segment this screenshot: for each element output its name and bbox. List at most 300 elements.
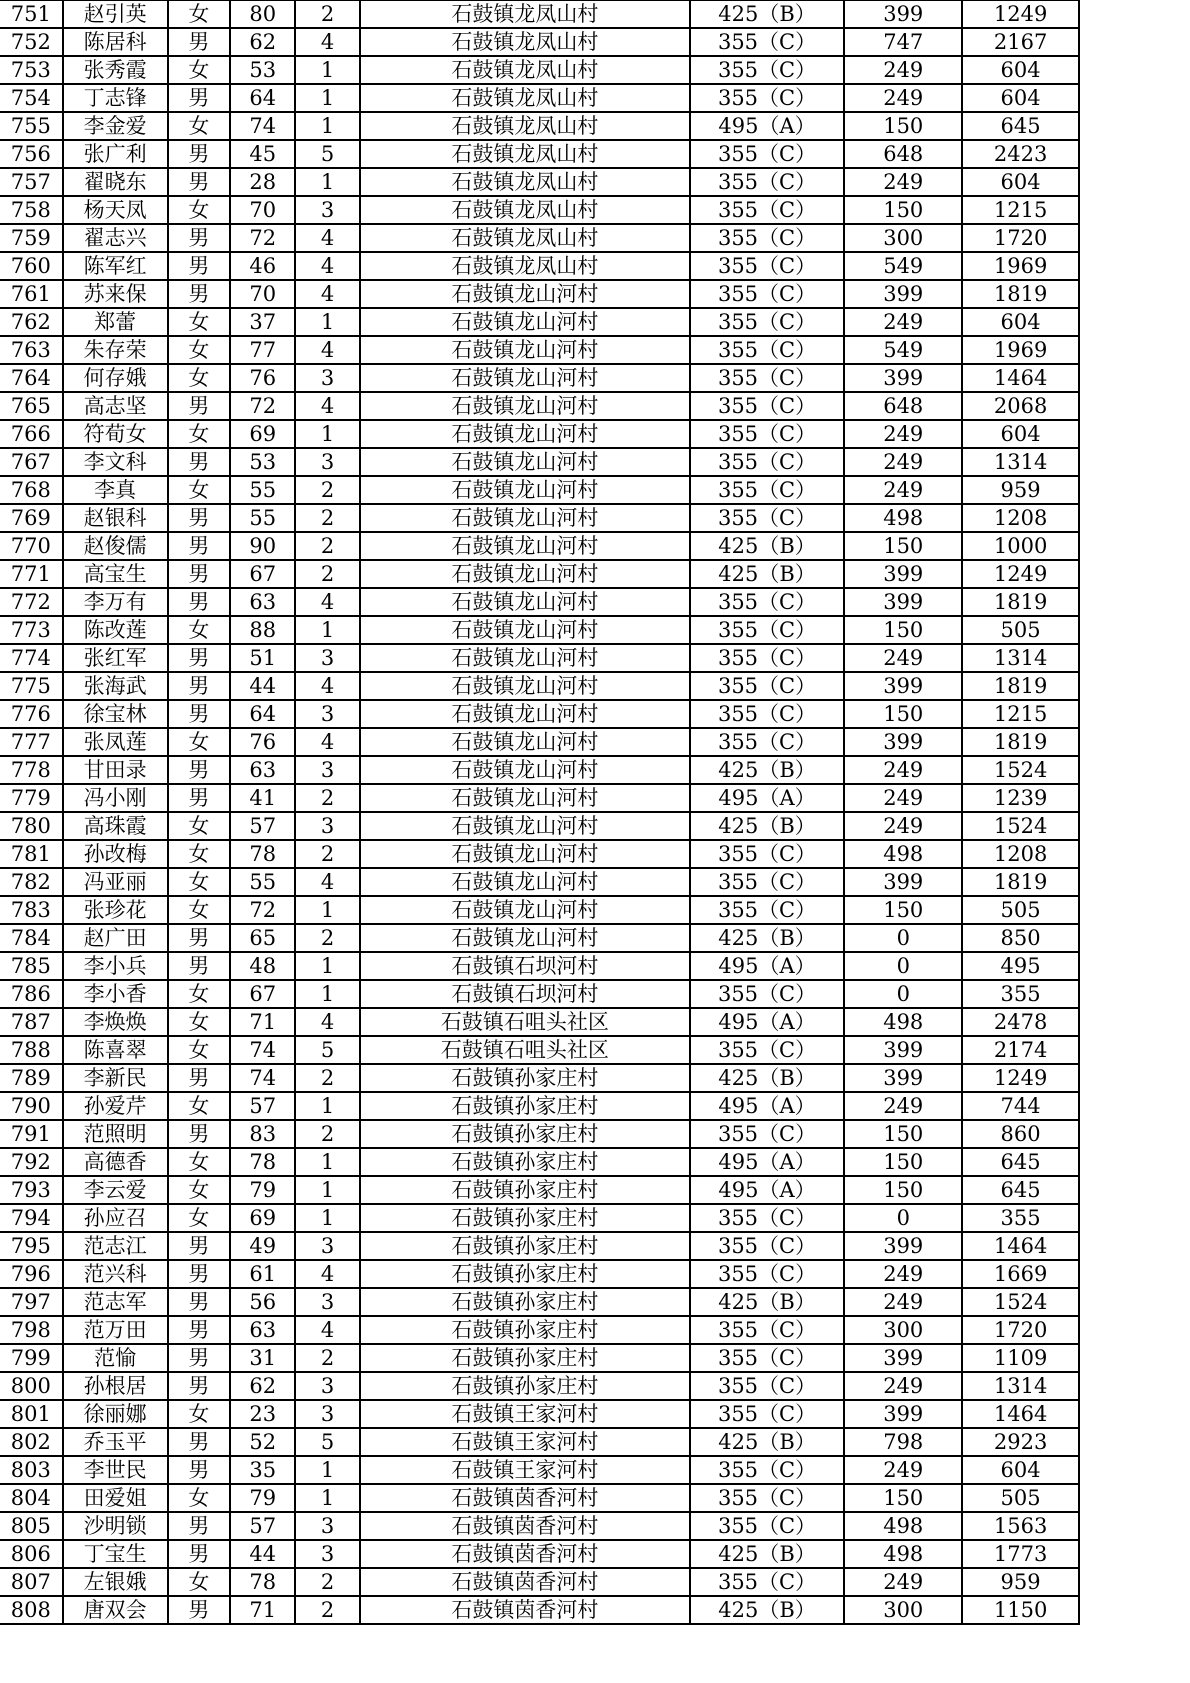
seq-cell: 755 — [0, 112, 63, 140]
level-cell: 355（C） — [690, 1484, 845, 1512]
age-cell: 55 — [230, 476, 295, 504]
age-cell: 80 — [230, 1, 295, 29]
subsidy-cell: 249 — [844, 1372, 962, 1400]
level-cell: 355（C） — [690, 840, 845, 868]
seq-cell: 797 — [0, 1288, 63, 1316]
gender-cell: 女 — [168, 868, 231, 896]
total-cell: 1249 — [962, 560, 1079, 588]
village-cell: 石鼓镇孙家庄村 — [360, 1372, 690, 1400]
subsidy-cell: 300 — [844, 224, 962, 252]
name-cell: 唐双会 — [63, 1596, 168, 1624]
level-cell: 355（C） — [690, 28, 845, 56]
age-cell: 74 — [230, 1036, 295, 1064]
total-cell: 1314 — [962, 1372, 1079, 1400]
total-cell: 1819 — [962, 868, 1079, 896]
age-cell: 69 — [230, 420, 295, 448]
age-cell: 70 — [230, 280, 295, 308]
subsidy-cell: 249 — [844, 420, 962, 448]
total-cell: 959 — [962, 1568, 1079, 1596]
age-cell: 74 — [230, 1064, 295, 1092]
level-cell: 355（C） — [690, 1232, 845, 1260]
level-cell: 355（C） — [690, 896, 845, 924]
village-cell: 石鼓镇龙山河村 — [360, 812, 690, 840]
age-cell: 71 — [230, 1008, 295, 1036]
household-size-cell: 2 — [295, 1344, 360, 1372]
subsidy-cell: 498 — [844, 1512, 962, 1540]
age-cell: 51 — [230, 644, 295, 672]
seq-cell: 804 — [0, 1484, 63, 1512]
name-cell: 乔玉平 — [63, 1428, 168, 1456]
level-cell: 355（C） — [690, 1512, 845, 1540]
name-cell: 张凤莲 — [63, 728, 168, 756]
village-cell: 石鼓镇茵香河村 — [360, 1596, 690, 1624]
name-cell: 范万田 — [63, 1316, 168, 1344]
gender-cell: 男 — [168, 1596, 231, 1624]
village-cell: 石鼓镇龙山河村 — [360, 588, 690, 616]
household-size-cell: 3 — [295, 700, 360, 728]
gender-cell: 女 — [168, 1568, 231, 1596]
subsidy-cell: 249 — [844, 1288, 962, 1316]
household-size-cell: 2 — [295, 1120, 360, 1148]
subsidy-cell: 249 — [844, 168, 962, 196]
village-cell: 石鼓镇龙山河村 — [360, 308, 690, 336]
seq-cell: 792 — [0, 1148, 63, 1176]
subsidy-cell: 150 — [844, 616, 962, 644]
age-cell: 37 — [230, 308, 295, 336]
household-size-cell: 2 — [295, 1568, 360, 1596]
table-row — [0, 224, 1079, 252]
subsidy-cell: 498 — [844, 504, 962, 532]
village-cell: 石鼓镇龙凤山村 — [360, 140, 690, 168]
household-size-cell: 2 — [295, 476, 360, 504]
household-size-cell: 2 — [295, 504, 360, 532]
seq-cell: 794 — [0, 1204, 63, 1232]
age-cell: 67 — [230, 980, 295, 1008]
subsidy-cell: 399 — [844, 1232, 962, 1260]
level-cell: 355（C） — [690, 84, 845, 112]
age-cell: 45 — [230, 140, 295, 168]
seq-cell: 808 — [0, 1596, 63, 1624]
household-size-cell: 1 — [295, 616, 360, 644]
household-size-cell: 3 — [295, 196, 360, 224]
subsidy-cell: 798 — [844, 1428, 962, 1456]
total-cell: 1819 — [962, 672, 1079, 700]
level-cell: 355（C） — [690, 1260, 845, 1288]
subsidy-cell: 249 — [844, 1260, 962, 1288]
name-cell: 李焕焕 — [63, 1008, 168, 1036]
gender-cell: 女 — [168, 308, 231, 336]
level-cell: 355（C） — [690, 868, 845, 896]
name-cell: 沙明锁 — [63, 1512, 168, 1540]
name-cell: 朱存荣 — [63, 336, 168, 364]
age-cell: 78 — [230, 1568, 295, 1596]
age-cell: 79 — [230, 1484, 295, 1512]
gender-cell: 女 — [168, 56, 231, 84]
gender-cell: 女 — [168, 1008, 231, 1036]
age-cell: 55 — [230, 868, 295, 896]
table-row — [0, 1092, 1079, 1120]
name-cell: 丁宝生 — [63, 1540, 168, 1568]
name-cell: 范志军 — [63, 1288, 168, 1316]
level-cell: 355（C） — [690, 476, 845, 504]
table-row — [0, 616, 1079, 644]
age-cell: 79 — [230, 1176, 295, 1204]
household-size-cell: 3 — [295, 1232, 360, 1260]
gender-cell: 女 — [168, 616, 231, 644]
total-cell: 1720 — [962, 1316, 1079, 1344]
household-size-cell: 1 — [295, 1484, 360, 1512]
total-cell: 2068 — [962, 392, 1079, 420]
level-cell: 355（C） — [690, 252, 845, 280]
table-row — [0, 952, 1079, 980]
total-cell: 1249 — [962, 1064, 1079, 1092]
gender-cell: 男 — [168, 28, 231, 56]
household-size-cell: 3 — [295, 1540, 360, 1568]
gender-cell: 男 — [168, 392, 231, 420]
seq-cell: 773 — [0, 616, 63, 644]
seq-cell: 806 — [0, 1540, 63, 1568]
gender-cell: 女 — [168, 1484, 231, 1512]
age-cell: 74 — [230, 112, 295, 140]
village-cell: 石鼓镇龙凤山村 — [360, 56, 690, 84]
village-cell: 石鼓镇龙凤山村 — [360, 196, 690, 224]
level-cell: 355（C） — [690, 644, 845, 672]
household-size-cell: 3 — [295, 1372, 360, 1400]
seq-cell: 788 — [0, 1036, 63, 1064]
subsidy-cell: 300 — [844, 1316, 962, 1344]
seq-cell: 762 — [0, 308, 63, 336]
table-row — [0, 1064, 1079, 1092]
name-cell: 李真 — [63, 476, 168, 504]
level-cell: 425（B） — [690, 1064, 845, 1092]
household-size-cell: 4 — [295, 1316, 360, 1344]
gender-cell: 女 — [168, 812, 231, 840]
name-cell: 郑蕾 — [63, 308, 168, 336]
seq-cell: 807 — [0, 1568, 63, 1596]
gender-cell: 男 — [168, 784, 231, 812]
village-cell: 石鼓镇孙家庄村 — [360, 1232, 690, 1260]
age-cell: 41 — [230, 784, 295, 812]
household-size-cell: 1 — [295, 420, 360, 448]
village-cell: 石鼓镇茵香河村 — [360, 1512, 690, 1540]
age-cell: 35 — [230, 1456, 295, 1484]
table-row — [0, 1540, 1079, 1568]
total-cell: 604 — [962, 84, 1079, 112]
village-cell: 石鼓镇石咀头社区 — [360, 1036, 690, 1064]
seq-cell: 781 — [0, 840, 63, 868]
total-cell: 1215 — [962, 700, 1079, 728]
seq-cell: 785 — [0, 952, 63, 980]
household-size-cell: 2 — [295, 924, 360, 952]
subsidy-cell: 747 — [844, 28, 962, 56]
name-cell: 李云爱 — [63, 1176, 168, 1204]
table-row — [0, 756, 1079, 784]
household-size-cell: 5 — [295, 1428, 360, 1456]
level-cell: 425（B） — [690, 1540, 845, 1568]
seq-cell: 793 — [0, 1176, 63, 1204]
level-cell: 425（B） — [690, 1596, 845, 1624]
subsidy-cell: 648 — [844, 140, 962, 168]
age-cell: 63 — [230, 1316, 295, 1344]
total-cell: 1314 — [962, 448, 1079, 476]
village-cell: 石鼓镇龙山河村 — [360, 392, 690, 420]
total-cell: 1773 — [962, 1540, 1079, 1568]
household-size-cell: 1 — [295, 1204, 360, 1232]
village-cell: 石鼓镇龙山河村 — [360, 336, 690, 364]
gender-cell: 男 — [168, 504, 231, 532]
seq-cell: 776 — [0, 700, 63, 728]
total-cell: 645 — [962, 112, 1079, 140]
name-cell: 范志江 — [63, 1232, 168, 1260]
gender-cell: 女 — [168, 728, 231, 756]
level-cell: 425（B） — [690, 1, 845, 29]
level-cell: 355（C） — [690, 1036, 845, 1064]
village-cell: 石鼓镇龙山河村 — [360, 280, 690, 308]
table-row — [0, 1428, 1079, 1456]
name-cell: 李世民 — [63, 1456, 168, 1484]
total-cell: 1215 — [962, 196, 1079, 224]
name-cell: 张海武 — [63, 672, 168, 700]
name-cell: 李金爱 — [63, 112, 168, 140]
subsidy-cell: 0 — [844, 980, 962, 1008]
table-row — [0, 728, 1079, 756]
name-cell: 赵俊儒 — [63, 532, 168, 560]
level-cell: 495（A） — [690, 112, 845, 140]
village-cell: 石鼓镇龙山河村 — [360, 476, 690, 504]
name-cell: 张秀霞 — [63, 56, 168, 84]
seq-cell: 802 — [0, 1428, 63, 1456]
seq-cell: 754 — [0, 84, 63, 112]
gender-cell: 男 — [168, 1316, 231, 1344]
table-row — [0, 56, 1079, 84]
name-cell: 孙改梅 — [63, 840, 168, 868]
gender-cell: 男 — [168, 252, 231, 280]
village-cell: 石鼓镇龙凤山村 — [360, 28, 690, 56]
subsidy-cell: 249 — [844, 1568, 962, 1596]
subsidy-cell: 249 — [844, 812, 962, 840]
village-cell: 石鼓镇龙凤山村 — [360, 252, 690, 280]
household-size-cell: 4 — [295, 868, 360, 896]
table-row — [0, 1484, 1079, 1512]
village-cell: 石鼓镇龙凤山村 — [360, 168, 690, 196]
level-cell: 355（C） — [690, 140, 845, 168]
gender-cell: 男 — [168, 1344, 231, 1372]
name-cell: 冯亚丽 — [63, 868, 168, 896]
total-cell: 1563 — [962, 1512, 1079, 1540]
subsidy-cell: 300 — [844, 1596, 962, 1624]
age-cell: 63 — [230, 756, 295, 784]
level-cell: 355（C） — [690, 1568, 845, 1596]
gender-cell: 男 — [168, 924, 231, 952]
level-cell: 495（A） — [690, 1176, 845, 1204]
household-size-cell: 1 — [295, 896, 360, 924]
name-cell: 李万有 — [63, 588, 168, 616]
village-cell: 石鼓镇孙家庄村 — [360, 1288, 690, 1316]
level-cell: 355（C） — [690, 728, 845, 756]
village-cell: 石鼓镇龙山河村 — [360, 448, 690, 476]
table-row — [0, 448, 1079, 476]
table-row — [0, 644, 1079, 672]
name-cell: 高德香 — [63, 1148, 168, 1176]
table-row — [0, 1120, 1079, 1148]
village-cell: 石鼓镇龙山河村 — [360, 420, 690, 448]
seq-cell: 790 — [0, 1092, 63, 1120]
age-cell: 72 — [230, 896, 295, 924]
name-cell: 陈改莲 — [63, 616, 168, 644]
table-row — [0, 588, 1079, 616]
age-cell: 31 — [230, 1344, 295, 1372]
level-cell: 355（C） — [690, 56, 845, 84]
seq-cell: 763 — [0, 336, 63, 364]
household-size-cell: 2 — [295, 1596, 360, 1624]
household-size-cell: 3 — [295, 812, 360, 840]
table-row — [0, 336, 1079, 364]
level-cell: 355（C） — [690, 448, 845, 476]
age-cell: 64 — [230, 84, 295, 112]
table-row — [0, 1, 1079, 29]
level-cell: 425（B） — [690, 812, 845, 840]
age-cell: 62 — [230, 28, 295, 56]
seq-cell: 775 — [0, 672, 63, 700]
gender-cell: 女 — [168, 840, 231, 868]
total-cell: 1819 — [962, 728, 1079, 756]
household-size-cell: 4 — [295, 28, 360, 56]
subsidy-cell: 150 — [844, 700, 962, 728]
village-cell: 石鼓镇龙山河村 — [360, 840, 690, 868]
total-cell: 1464 — [962, 364, 1079, 392]
age-cell: 88 — [230, 616, 295, 644]
gender-cell: 女 — [168, 1, 231, 29]
name-cell: 赵广田 — [63, 924, 168, 952]
household-size-cell: 4 — [295, 1008, 360, 1036]
gender-cell: 女 — [168, 364, 231, 392]
seq-cell: 780 — [0, 812, 63, 840]
table-row — [0, 784, 1079, 812]
total-cell: 1314 — [962, 644, 1079, 672]
name-cell: 丁志锋 — [63, 84, 168, 112]
gender-cell: 男 — [168, 1288, 231, 1316]
village-cell: 石鼓镇龙山河村 — [360, 560, 690, 588]
name-cell: 翟志兴 — [63, 224, 168, 252]
table-row — [0, 392, 1079, 420]
table-row — [0, 1008, 1079, 1036]
subsidy-cell: 399 — [844, 728, 962, 756]
name-cell: 符荀女 — [63, 420, 168, 448]
level-cell: 355（C） — [690, 280, 845, 308]
household-size-cell: 3 — [295, 1400, 360, 1428]
household-size-cell: 4 — [295, 728, 360, 756]
village-cell: 石鼓镇龙凤山村 — [360, 112, 690, 140]
table-row — [0, 1288, 1079, 1316]
age-cell: 61 — [230, 1260, 295, 1288]
table-row — [0, 1400, 1079, 1428]
age-cell: 63 — [230, 588, 295, 616]
household-size-cell: 4 — [295, 252, 360, 280]
subsidy-cell: 0 — [844, 1204, 962, 1232]
village-cell: 石鼓镇龙山河村 — [360, 896, 690, 924]
household-size-cell: 3 — [295, 448, 360, 476]
level-cell: 355（C） — [690, 420, 845, 448]
village-cell: 石鼓镇龙凤山村 — [360, 84, 690, 112]
age-cell: 49 — [230, 1232, 295, 1260]
age-cell: 56 — [230, 1288, 295, 1316]
household-size-cell: 3 — [295, 1512, 360, 1540]
level-cell: 355（C） — [690, 616, 845, 644]
level-cell: 425（B） — [690, 756, 845, 784]
age-cell: 67 — [230, 560, 295, 588]
village-cell: 石鼓镇龙山河村 — [360, 728, 690, 756]
age-cell: 71 — [230, 1596, 295, 1624]
total-cell: 2423 — [962, 140, 1079, 168]
age-cell: 83 — [230, 1120, 295, 1148]
village-cell: 石鼓镇王家河村 — [360, 1456, 690, 1484]
table-row — [0, 560, 1079, 588]
seq-cell: 777 — [0, 728, 63, 756]
seq-cell: 783 — [0, 896, 63, 924]
household-size-cell: 1 — [295, 112, 360, 140]
subsidy-cell: 399 — [844, 560, 962, 588]
gender-cell: 男 — [168, 756, 231, 784]
table-row — [0, 308, 1079, 336]
seq-cell: 796 — [0, 1260, 63, 1288]
gender-cell: 女 — [168, 196, 231, 224]
name-cell: 赵银科 — [63, 504, 168, 532]
age-cell: 28 — [230, 168, 295, 196]
table-row — [0, 140, 1079, 168]
total-cell: 645 — [962, 1148, 1079, 1176]
table-row — [0, 812, 1079, 840]
age-cell: 78 — [230, 840, 295, 868]
level-cell: 425（B） — [690, 1288, 845, 1316]
subsidy-cell: 249 — [844, 84, 962, 112]
total-cell: 1249 — [962, 1, 1079, 29]
gender-cell: 女 — [168, 336, 231, 364]
age-cell: 77 — [230, 336, 295, 364]
level-cell: 355（C） — [690, 1204, 845, 1232]
table-row — [0, 420, 1079, 448]
level-cell: 425（B） — [690, 560, 845, 588]
table-row — [0, 532, 1079, 560]
total-cell: 1720 — [962, 224, 1079, 252]
level-cell: 425（B） — [690, 924, 845, 952]
subsidy-cell: 0 — [844, 952, 962, 980]
total-cell: 505 — [962, 896, 1079, 924]
name-cell: 甘田录 — [63, 756, 168, 784]
table-row — [0, 196, 1079, 224]
subsidy-cell: 399 — [844, 280, 962, 308]
subsidy-cell: 399 — [844, 1400, 962, 1428]
household-size-cell: 1 — [295, 980, 360, 1008]
level-cell: 355（C） — [690, 980, 845, 1008]
seq-cell: 786 — [0, 980, 63, 1008]
household-size-cell: 4 — [295, 392, 360, 420]
household-size-cell: 1 — [295, 1176, 360, 1204]
table-row — [0, 28, 1079, 56]
total-cell: 1239 — [962, 784, 1079, 812]
household-size-cell: 2 — [295, 840, 360, 868]
village-cell: 石鼓镇孙家庄村 — [360, 1260, 690, 1288]
subsidy-cell: 249 — [844, 1456, 962, 1484]
seq-cell: 764 — [0, 364, 63, 392]
level-cell: 355（C） — [690, 1400, 845, 1428]
seq-cell: 752 — [0, 28, 63, 56]
household-size-cell: 1 — [295, 84, 360, 112]
village-cell: 石鼓镇龙山河村 — [360, 924, 690, 952]
subsidy-cell: 498 — [844, 1008, 962, 1036]
gender-cell: 女 — [168, 420, 231, 448]
age-cell: 78 — [230, 1148, 295, 1176]
age-cell: 70 — [230, 196, 295, 224]
